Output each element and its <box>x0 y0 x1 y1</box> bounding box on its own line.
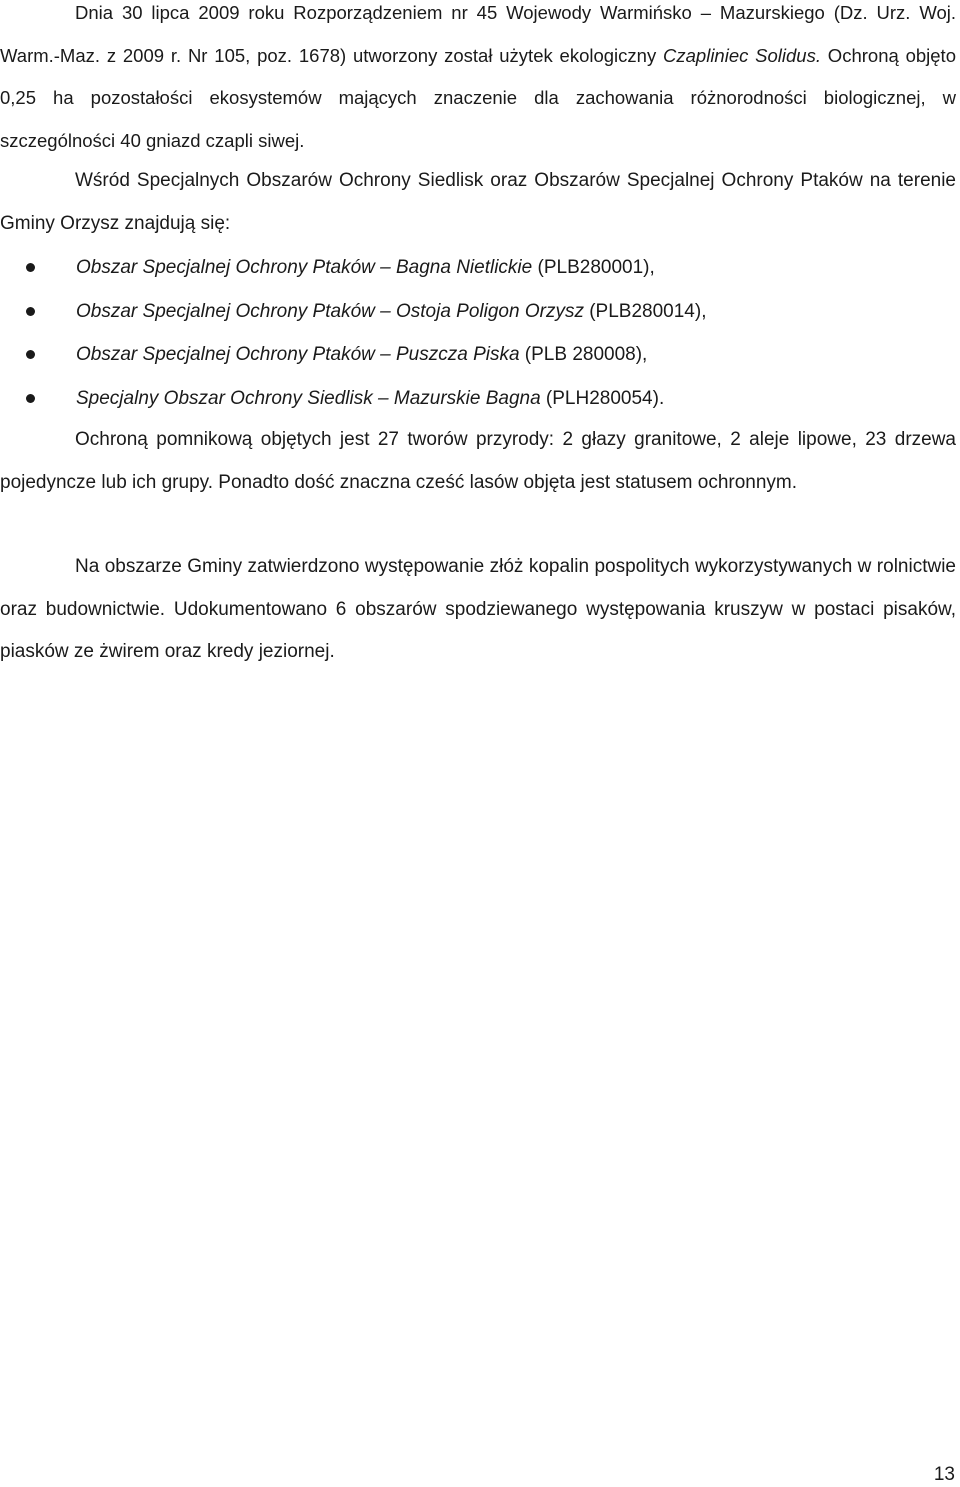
paragraph-mineral-deposits: Na obszarze Gminy zatwierdzono występowanie złóż kopalin pospolitych wykorzystywanych w rolnictwie oraz budownictwie. Udokumentowano 6 obszarów spodziewanego występowania kruszyw w postaci pisaków, piasków ze żwirem oraz kredy jeziornej. <box>0 556 956 662</box>
area-code: (PLH280054). <box>540 387 665 409</box>
paragraph-czapliniec-italic: Czapliniec Solidus. <box>663 44 821 66</box>
protected-areas-list <box>0 246 956 420</box>
paragraph-protected-areas-intro: Wśród Specjalnych Obszarów Ochrony Siedlisk oraz Obszarów Specjalnej Ochrony Ptaków na terenie Gminy Orzysz znajdują się: <box>0 170 956 234</box>
bullet-icon <box>26 350 35 359</box>
area-code: (PLB 280008), <box>519 344 648 365</box>
area-code: (PLB280001), <box>532 257 655 278</box>
paragraph-czapliniec-text-a: Dnia 30 lipca 2009 roku Rozporządzeniem nr 45 Wojewody Warmińsko – Mazurskiego (Dz. Urz. Woj. Warm.-Maz. z 2009 r. Nr 105, poz. 1678) utworzony został użytek ekologiczny <box>0 2 956 66</box>
area-name: Obszar Specjalnej Ochrony Ptaków – Bagna Nietlickie <box>76 257 533 278</box>
area-code: (PLB280014), <box>583 300 707 322</box>
area-name: Obszar Specjalnej Ochrony Ptaków – Puszcza Piska <box>76 344 520 365</box>
area-name: Specjalny Obszar Ochrony Siedlisk – Mazurskie Bagna <box>76 387 541 409</box>
list-item <box>0 377 956 421</box>
page-number: 13 <box>933 1464 955 1485</box>
list-item <box>0 333 956 377</box>
paragraph-natural-monuments: Ochroną pomnikową objętych jest 27 tworów przyrody: 2 głazy granitowe, 2 aleje lipowe, 23 drzewa pojedyncze lub ich grupy. Ponadto dość znaczna cześć lasów objęta jest statusem ochronnym. <box>0 429 956 493</box>
paragraph-czapliniec-text-b: Ochroną objęto 0,25 ha pozostałości ekosystemów mających znaczenie dla zachowania różnorodności biologicznej, w szczególności 40 gniazd czapli siwej. <box>0 44 956 151</box>
list-item <box>0 246 956 290</box>
bullet-icon <box>26 307 35 316</box>
area-name: Obszar Specjalnej Ochrony Ptaków – Ostoja Poligon Orzysz <box>76 300 584 322</box>
bullet-icon <box>26 394 35 403</box>
bullet-icon <box>26 263 35 272</box>
list-item <box>0 290 956 334</box>
paragraph-czapliniec <box>0 0 956 162</box>
